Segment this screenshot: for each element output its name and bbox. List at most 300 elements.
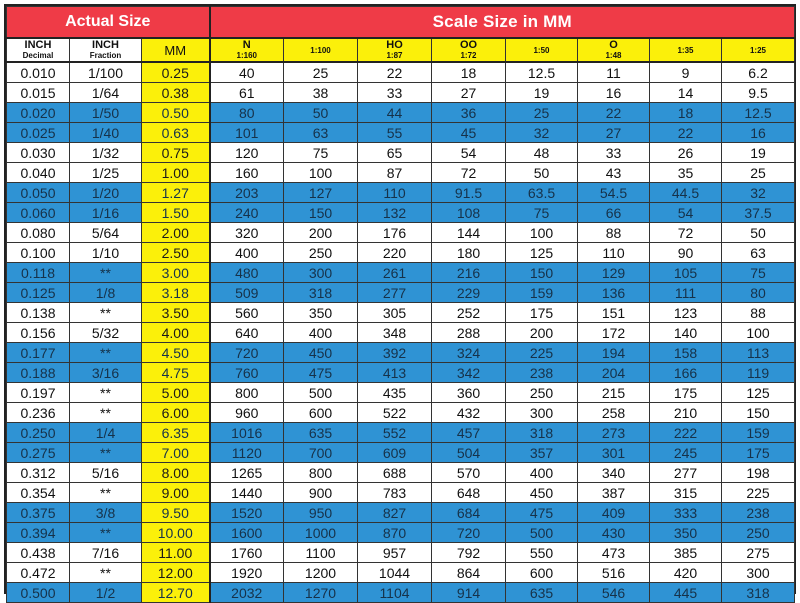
table-cell: 0.25: [142, 62, 210, 83]
table-cell: 516: [578, 563, 650, 583]
table-cell: 300: [284, 263, 358, 283]
table-cell: 432: [432, 403, 506, 423]
table-cell: 552: [358, 423, 432, 443]
table-cell: 0.030: [7, 143, 70, 163]
table-row: [7, 423, 795, 443]
table-cell: 225: [722, 483, 795, 503]
table-cell: 0.63: [142, 123, 210, 143]
column-header-0: [7, 38, 70, 62]
column-header-10: [722, 38, 795, 62]
conversion-table: [6, 6, 795, 603]
table-cell: 1/8: [70, 283, 142, 303]
table-cell: 65: [358, 143, 432, 163]
table-cell: 914: [432, 583, 506, 603]
table-cell: 5/16: [70, 463, 142, 483]
table-cell: 158: [650, 343, 722, 363]
table-cell: 125: [506, 243, 578, 263]
table-cell: 288: [432, 323, 506, 343]
table-cell: 2.50: [142, 243, 210, 263]
table-cell: 22: [358, 62, 432, 83]
table-cell: 48: [506, 143, 578, 163]
table-cell: 91.5: [432, 183, 506, 203]
table-row: [7, 283, 795, 303]
table-cell: 950: [284, 503, 358, 523]
table-row: [7, 543, 795, 563]
table-cell: 7/16: [70, 543, 142, 563]
table-cell: 159: [722, 423, 795, 443]
table-cell: 22: [650, 123, 722, 143]
table-cell: 238: [722, 503, 795, 523]
table-cell: 350: [650, 523, 722, 543]
table-cell: 66: [578, 203, 650, 223]
table-cell: 0.197: [7, 383, 70, 403]
table-cell: **: [70, 563, 142, 583]
column-header-main: O: [609, 38, 618, 51]
table-cell: 385: [650, 543, 722, 563]
table-cell: 277: [650, 463, 722, 483]
table-cell: 0.375: [7, 503, 70, 523]
table-cell: 960: [210, 403, 284, 423]
table-cell: 500: [284, 383, 358, 403]
table-cell: 1/16: [70, 203, 142, 223]
table-cell: 200: [506, 323, 578, 343]
table-row: [7, 403, 795, 423]
table-cell: 100: [506, 223, 578, 243]
table-cell: 1000: [284, 523, 358, 543]
table-cell: 320: [210, 223, 284, 243]
table-cell: 277: [358, 283, 432, 303]
table-cell: **: [70, 483, 142, 503]
column-header-sub: 1:160: [236, 50, 257, 60]
table-cell: 9: [650, 62, 722, 83]
table-cell: 348: [358, 323, 432, 343]
table-cell: 159: [506, 283, 578, 303]
table-cell: 16: [578, 83, 650, 103]
table-cell: **: [70, 443, 142, 463]
table-cell: 54: [650, 203, 722, 223]
table-cell: 500: [506, 523, 578, 543]
table-cell: 198: [722, 463, 795, 483]
table-cell: 3/8: [70, 503, 142, 523]
table-cell: 38: [284, 83, 358, 103]
column-header-main: INCH: [92, 38, 119, 51]
table-cell: 509: [210, 283, 284, 303]
table-cell: 229: [432, 283, 506, 303]
table-cell: 1.00: [142, 163, 210, 183]
actual-size-header: Actual Size: [7, 7, 210, 39]
table-cell: 1.50: [142, 203, 210, 223]
table-cell: 75: [284, 143, 358, 163]
table-cell: 12.5: [722, 103, 795, 123]
column-header-3: [210, 38, 284, 62]
table-cell: 350: [284, 303, 358, 323]
table-cell: 9.00: [142, 483, 210, 503]
column-header-sub: Decimal: [22, 50, 54, 60]
table-cell: 27: [578, 123, 650, 143]
table-cell: 5.00: [142, 383, 210, 403]
table-row: [7, 383, 795, 403]
table-cell: 864: [432, 563, 506, 583]
table-cell: 1/50: [70, 103, 142, 123]
table-cell: 72: [432, 163, 506, 183]
table-row: [7, 163, 795, 183]
table-cell: 1760: [210, 543, 284, 563]
table-cell: 11: [578, 62, 650, 83]
table-cell: 0.156: [7, 323, 70, 343]
column-header-sub: 1:25: [749, 46, 766, 55]
table-cell: 783: [358, 483, 432, 503]
table-cell: 450: [284, 343, 358, 363]
table-cell: 315: [650, 483, 722, 503]
table-cell: 0.080: [7, 223, 70, 243]
table-row: [7, 183, 795, 203]
table-cell: 25: [284, 62, 358, 83]
table-cell: 357: [506, 443, 578, 463]
column-header-sub: 1:87: [386, 50, 403, 60]
table-cell: 480: [210, 263, 284, 283]
table-cell: 180: [432, 243, 506, 263]
table-cell: 150: [284, 203, 358, 223]
table-cell: 324: [432, 343, 506, 363]
table-cell: 305: [358, 303, 432, 323]
table-cell: 560: [210, 303, 284, 323]
table-cell: 900: [284, 483, 358, 503]
table-cell: 238: [506, 363, 578, 383]
table-cell: 301: [578, 443, 650, 463]
table-cell: 0.472: [7, 563, 70, 583]
table-cell: 37.5: [722, 203, 795, 223]
table-cell: 600: [506, 563, 578, 583]
scale-conversion-chart: [4, 4, 796, 601]
table-cell: 19: [506, 83, 578, 103]
table-cell: 75: [722, 263, 795, 283]
table-cell: 600: [284, 403, 358, 423]
table-cell: 700: [284, 443, 358, 463]
table-cell: 0.010: [7, 62, 70, 83]
table-cell: 318: [506, 423, 578, 443]
table-cell: 1/10: [70, 243, 142, 263]
table-cell: 80: [722, 283, 795, 303]
table-cell: 175: [650, 383, 722, 403]
table-cell: 400: [210, 243, 284, 263]
table-cell: 119: [722, 363, 795, 383]
table-cell: 546: [578, 583, 650, 603]
table-cell: 1/4: [70, 423, 142, 443]
table-cell: 360: [432, 383, 506, 403]
table-cell: 0.025: [7, 123, 70, 143]
table-cell: 90: [650, 243, 722, 263]
table-cell: 3.18: [142, 283, 210, 303]
column-header-main: HO: [386, 38, 403, 51]
table-cell: 3.00: [142, 263, 210, 283]
table-cell: 110: [358, 183, 432, 203]
table-cell: 475: [284, 363, 358, 383]
table-cell: 870: [358, 523, 432, 543]
table-cell: 0.236: [7, 403, 70, 423]
table-row: [7, 563, 795, 583]
table-cell: 0.275: [7, 443, 70, 463]
table-cell: 132: [358, 203, 432, 223]
group-header-row: [7, 7, 795, 39]
table-cell: 1/32: [70, 143, 142, 163]
table-cell: 222: [650, 423, 722, 443]
table-cell: 792: [432, 543, 506, 563]
column-header-sub: 1:48: [605, 50, 622, 60]
table-cell: 250: [506, 383, 578, 403]
table-cell: 473: [578, 543, 650, 563]
table-cell: 50: [506, 163, 578, 183]
table-cell: 43: [578, 163, 650, 183]
table-cell: 1016: [210, 423, 284, 443]
table-cell: 44.5: [650, 183, 722, 203]
table-cell: 1/64: [70, 83, 142, 103]
table-cell: 72: [650, 223, 722, 243]
table-row: [7, 143, 795, 163]
table-cell: 25: [506, 103, 578, 123]
table-cell: 80: [210, 103, 284, 123]
table-cell: 720: [432, 523, 506, 543]
table-cell: 0.438: [7, 543, 70, 563]
table-cell: 800: [210, 383, 284, 403]
table-cell: 1600: [210, 523, 284, 543]
table-cell: 194: [578, 343, 650, 363]
table-cell: 3.50: [142, 303, 210, 323]
table-cell: 261: [358, 263, 432, 283]
table-cell: 204: [578, 363, 650, 383]
table-cell: 100: [284, 163, 358, 183]
column-header-5: [358, 38, 432, 62]
table-cell: 435: [358, 383, 432, 403]
table-cell: 63: [284, 123, 358, 143]
table-cell: 0.138: [7, 303, 70, 323]
table-cell: 22: [578, 103, 650, 123]
table-cell: 445: [650, 583, 722, 603]
table-row: [7, 303, 795, 323]
table-cell: 273: [578, 423, 650, 443]
table-cell: 1104: [358, 583, 432, 603]
table-cell: 0.250: [7, 423, 70, 443]
table-row: [7, 483, 795, 503]
table-cell: 203: [210, 183, 284, 203]
table-cell: 50: [284, 103, 358, 123]
table-row: [7, 62, 795, 83]
table-cell: 318: [284, 283, 358, 303]
table-cell: 252: [432, 303, 506, 323]
table-cell: 1/25: [70, 163, 142, 183]
table-cell: 11.00: [142, 543, 210, 563]
table-cell: 220: [358, 243, 432, 263]
table-cell: **: [70, 343, 142, 363]
table-cell: 504: [432, 443, 506, 463]
table-cell: 110: [578, 243, 650, 263]
table-cell: 136: [578, 283, 650, 303]
table-row: [7, 343, 795, 363]
table-cell: 0.50: [142, 103, 210, 123]
table-cell: 522: [358, 403, 432, 423]
table-cell: 225: [506, 343, 578, 363]
table-cell: 33: [358, 83, 432, 103]
table-cell: 54: [432, 143, 506, 163]
table-cell: 1920: [210, 563, 284, 583]
table-cell: 570: [432, 463, 506, 483]
table-cell: 144: [432, 223, 506, 243]
table-cell: 258: [578, 403, 650, 423]
table-cell: 9.50: [142, 503, 210, 523]
table-cell: 430: [578, 523, 650, 543]
table-cell: 0.354: [7, 483, 70, 503]
table-cell: 54.5: [578, 183, 650, 203]
table-cell: 648: [432, 483, 506, 503]
table-cell: 25: [722, 163, 795, 183]
table-cell: 457: [432, 423, 506, 443]
table-cell: **: [70, 523, 142, 543]
table-cell: 1270: [284, 583, 358, 603]
table-cell: 35: [650, 163, 722, 183]
table-cell: 1200: [284, 563, 358, 583]
table-row: [7, 523, 795, 543]
table-cell: 760: [210, 363, 284, 383]
table-row: [7, 243, 795, 263]
table-cell: 0.100: [7, 243, 70, 263]
table-cell: 40: [210, 62, 284, 83]
table-row: [7, 363, 795, 383]
table-cell: 75: [506, 203, 578, 223]
table-cell: 1100: [284, 543, 358, 563]
table-cell: 10.00: [142, 523, 210, 543]
table-row: [7, 463, 795, 483]
table-cell: 32: [506, 123, 578, 143]
table-cell: 413: [358, 363, 432, 383]
table-cell: 127: [284, 183, 358, 203]
table-cell: 1520: [210, 503, 284, 523]
table-cell: **: [70, 303, 142, 323]
table-cell: 88: [578, 223, 650, 243]
table-cell: 63: [722, 243, 795, 263]
table-cell: 19: [722, 143, 795, 163]
table-cell: 200: [284, 223, 358, 243]
column-header-sub: Fraction: [89, 50, 122, 60]
table-cell: 26: [650, 143, 722, 163]
table-body: [7, 62, 795, 603]
table-cell: 250: [284, 243, 358, 263]
table-cell: 1/20: [70, 183, 142, 203]
table-cell: 635: [506, 583, 578, 603]
scale-size-header: Scale Size in MM: [210, 7, 795, 39]
table-cell: 0.500: [7, 583, 70, 603]
table-cell: 1/100: [70, 62, 142, 83]
table-cell: 166: [650, 363, 722, 383]
table-cell: 7.00: [142, 443, 210, 463]
table-cell: 12.5: [506, 62, 578, 83]
table-cell: 129: [578, 263, 650, 283]
table-cell: 12.00: [142, 563, 210, 583]
table-cell: 108: [432, 203, 506, 223]
table-cell: 4.00: [142, 323, 210, 343]
table-cell: 1120: [210, 443, 284, 463]
column-header-sub: 1:72: [460, 50, 477, 60]
table-cell: 387: [578, 483, 650, 503]
table-cell: 275: [722, 543, 795, 563]
table-cell: 215: [578, 383, 650, 403]
table-cell: 1/2: [70, 583, 142, 603]
column-header-4: [284, 38, 358, 62]
table-cell: 1044: [358, 563, 432, 583]
table-cell: 300: [722, 563, 795, 583]
table-cell: 150: [506, 263, 578, 283]
table-cell: 87: [358, 163, 432, 183]
column-header-main: INCH: [24, 38, 52, 51]
table-cell: 160: [210, 163, 284, 183]
table-cell: 800: [284, 463, 358, 483]
table-cell: 6.00: [142, 403, 210, 423]
table-cell: 0.050: [7, 183, 70, 203]
table-cell: 342: [432, 363, 506, 383]
column-header-6: [432, 38, 506, 62]
table-cell: 333: [650, 503, 722, 523]
table-cell: 240: [210, 203, 284, 223]
table-cell: 150: [722, 403, 795, 423]
table-cell: 0.394: [7, 523, 70, 543]
table-row: [7, 83, 795, 103]
table-row: [7, 583, 795, 603]
column-header-sub: 1:50: [533, 46, 550, 55]
table-cell: 151: [578, 303, 650, 323]
table-cell: 100: [722, 323, 795, 343]
table-cell: 111: [650, 283, 722, 303]
table-cell: 450: [506, 483, 578, 503]
table-cell: 216: [432, 263, 506, 283]
table-cell: 105: [650, 263, 722, 283]
table-row: [7, 123, 795, 143]
table-cell: 400: [506, 463, 578, 483]
table-cell: 6.2: [722, 62, 795, 83]
table-cell: 33: [578, 143, 650, 163]
table-cell: 120: [210, 143, 284, 163]
table-cell: 684: [432, 503, 506, 523]
table-cell: 210: [650, 403, 722, 423]
column-header-1: [70, 38, 142, 62]
table-cell: 5/64: [70, 223, 142, 243]
table-cell: 0.177: [7, 343, 70, 363]
column-header-main: N: [242, 38, 251, 51]
table-cell: 475: [506, 503, 578, 523]
table-cell: 1265: [210, 463, 284, 483]
table-cell: **: [70, 383, 142, 403]
table-cell: 0.060: [7, 203, 70, 223]
table-cell: **: [70, 263, 142, 283]
table-cell: 0.125: [7, 283, 70, 303]
table-cell: 44: [358, 103, 432, 123]
column-header-7: [506, 38, 578, 62]
table-cell: 720: [210, 343, 284, 363]
table-cell: 2.00: [142, 223, 210, 243]
table-cell: 392: [358, 343, 432, 363]
table-cell: 4.50: [142, 343, 210, 363]
table-row: [7, 443, 795, 463]
table-cell: 0.312: [7, 463, 70, 483]
table-cell: 245: [650, 443, 722, 463]
table-cell: 16: [722, 123, 795, 143]
table-cell: 175: [722, 443, 795, 463]
table-cell: 123: [650, 303, 722, 323]
table-cell: 27: [432, 83, 506, 103]
table-cell: 5/32: [70, 323, 142, 343]
table-cell: 36: [432, 103, 506, 123]
table-cell: 550: [506, 543, 578, 563]
table-cell: 175: [506, 303, 578, 323]
table-cell: 0.38: [142, 83, 210, 103]
table-cell: 12.70: [142, 583, 210, 603]
